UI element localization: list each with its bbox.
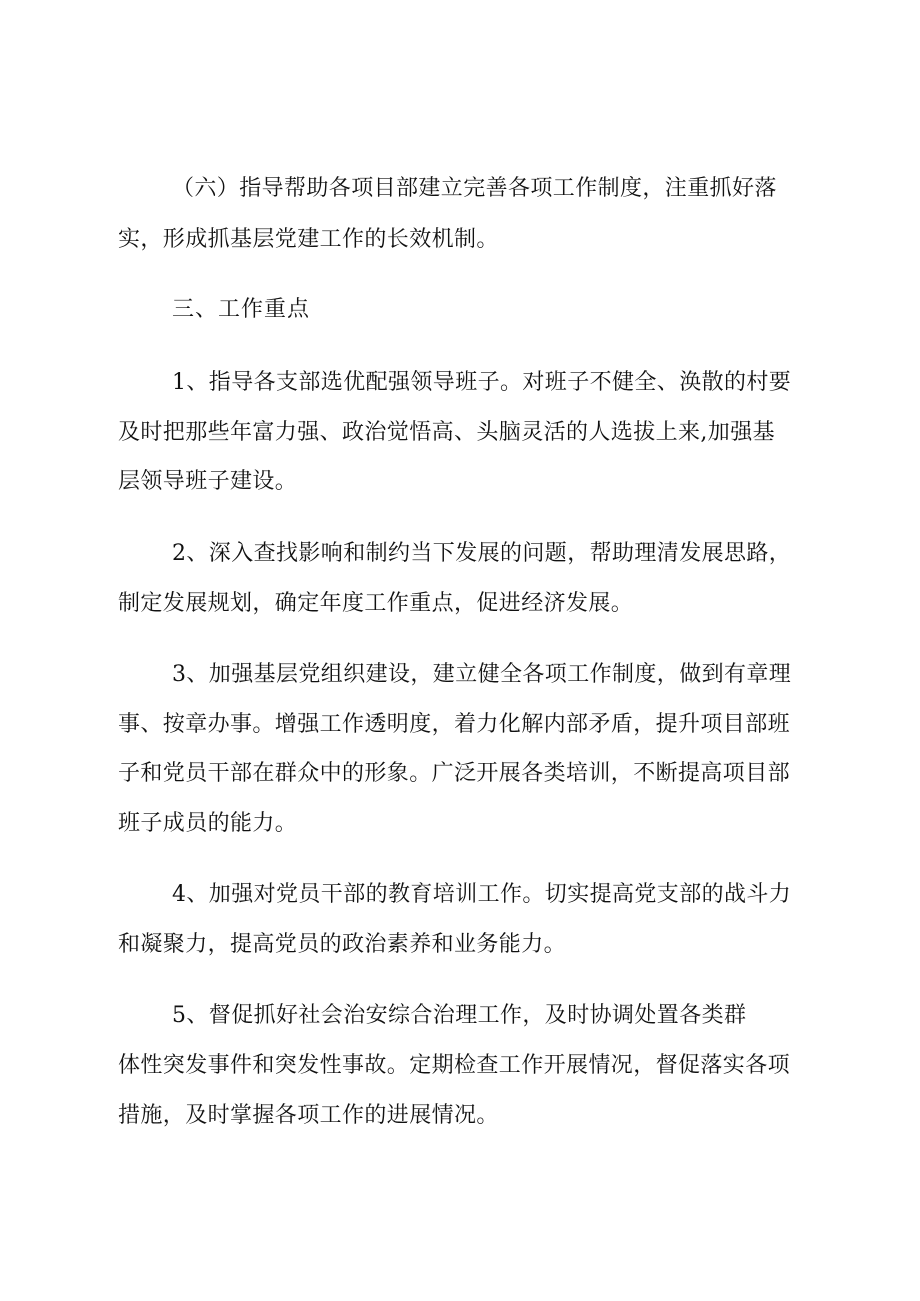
paragraph-line: 及时把那些年富力强、政治觉悟高、头脑灵活的人选拔上来,加强基 — [118, 420, 775, 445]
paragraph-line: 制定发展规划，确定年度工作重点，促进经济发展。 — [118, 591, 634, 616]
paragraph-line: 措施，及时掌握各项工作的进展情况。 — [118, 1103, 499, 1128]
section-title: 三、工作重点 — [172, 297, 311, 322]
paragraph-line: 3、加强基层党组织建设，建立健全各项工作制度，做到有章理 — [172, 662, 792, 687]
paragraph-line: 2、深入查找影响和制约当下发展的问题，帮助理清发展思路， — [172, 541, 792, 566]
paragraph-line: 4、加强对党员干部的教育培训工作。切实提高党支部的战斗力 — [172, 882, 792, 907]
paragraph-line: 事、按章办事。增强工作透明度，着力化解内部矛盾，提升项目部班 — [118, 712, 791, 737]
paragraph-line: 子和党员干部在群众中的形象。广泛开展各类培训，不断提高项目部 — [118, 761, 791, 786]
paragraph-line: （六）指导帮助各项目部建立完善各项工作制度，注重抓好落 — [172, 176, 777, 201]
paragraph-line: 和凝聚力，提高党员的政治素养和业务能力。 — [118, 932, 567, 957]
paragraph-line: 体性突发事件和突发性事故。定期检查工作开展情况，督促落实各项 — [118, 1053, 791, 1078]
paragraph-line: 1、指导各支部选优配强领导班子。对班子不健全、涣散的村要 — [172, 370, 792, 395]
paragraph-line: 5、督促抓好社会治安综合治理工作，及时协调处置各类群 — [172, 1003, 747, 1028]
paragraph-line: 层领导班子建设。 — [118, 469, 298, 494]
paragraph-line: 班子成员的能力。 — [118, 811, 298, 836]
paragraph-line: 实，形成抓基层党建工作的长效机制。 — [118, 227, 499, 252]
